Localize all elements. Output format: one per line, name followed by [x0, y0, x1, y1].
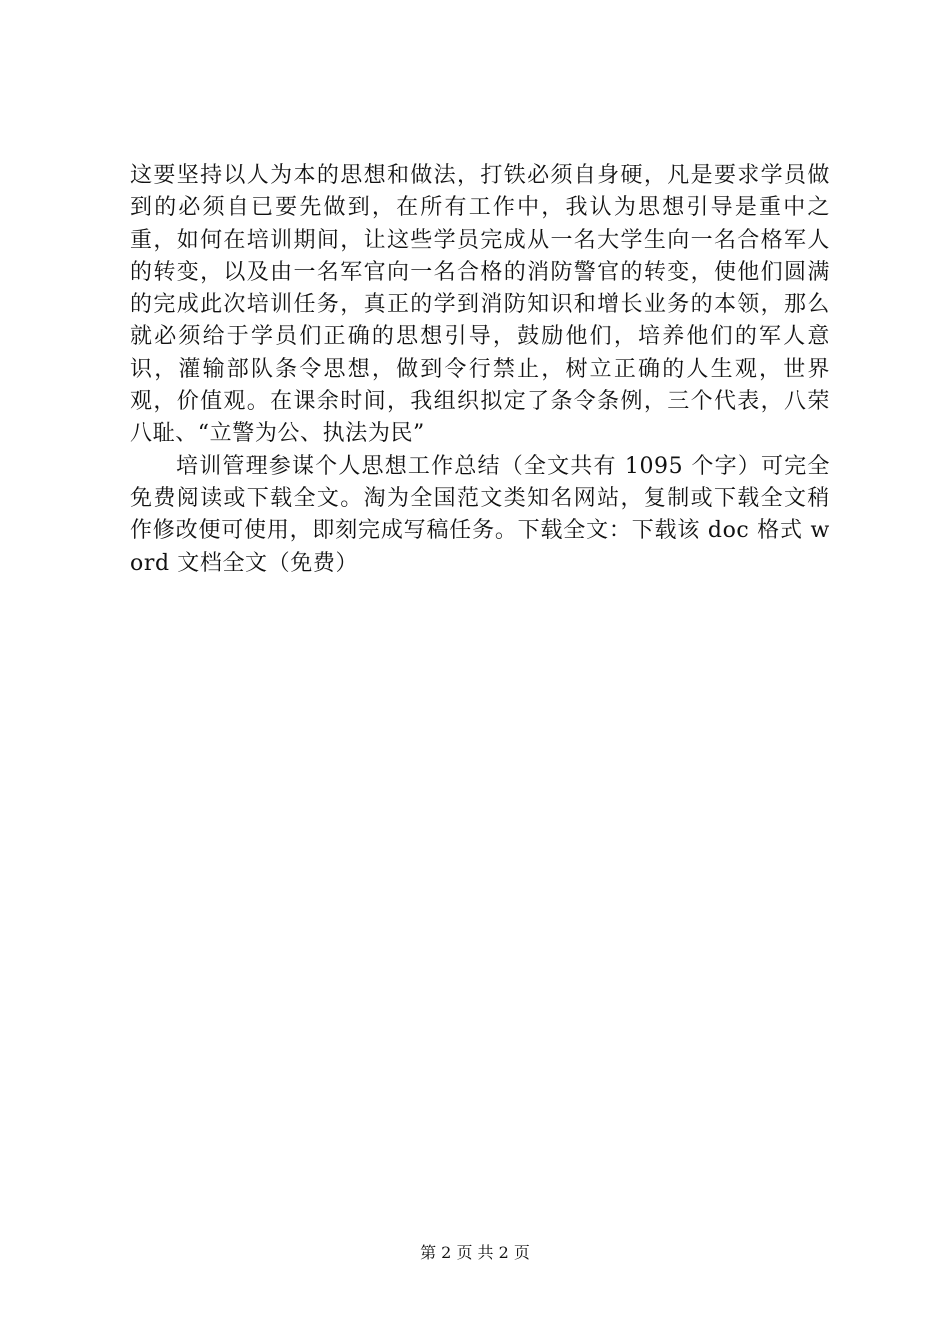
body-paragraph-1: 这要坚持以人为本的思想和做法，打铁必须自身硬，凡是要求学员做到的必须自已要先做到，在所有工作中，我认为思想引导是重中之重，如何在培训期间，让这些学员完成从一名大学生向一名合格军人的转变，以及由一名军官向一名合格的消防警官的转变，使他们圆满的完成此次培训任务，真正的学到消防知识和增长业务的本领，那么就必须给于学员们正确的思想引导，鼓励他们，培养他们的军人意识，灌输部队条令思想，做到令行禁止，树立正确的人生观，世界观，价值观。在课余时间，我组织拟定了条令条例，三个代表，八荣八耻、“立警为公、执法为民”	[130, 163, 830, 447]
body-paragraph-2: 培训管理参谋个人思想工作总结（全文共有 1095 个字）可完全免费阅读或下载全文。淘为全国范文类知名网站，复制或下载全文稍作修改便可使用，即刻完成写稿任务。下载全文：下载该 doc 格式 word 文档全文（免费）	[130, 453, 830, 576]
document-body	[130, 160, 830, 580]
page-footer: 第 2 页 共 2 页	[420, 1243, 530, 1262]
